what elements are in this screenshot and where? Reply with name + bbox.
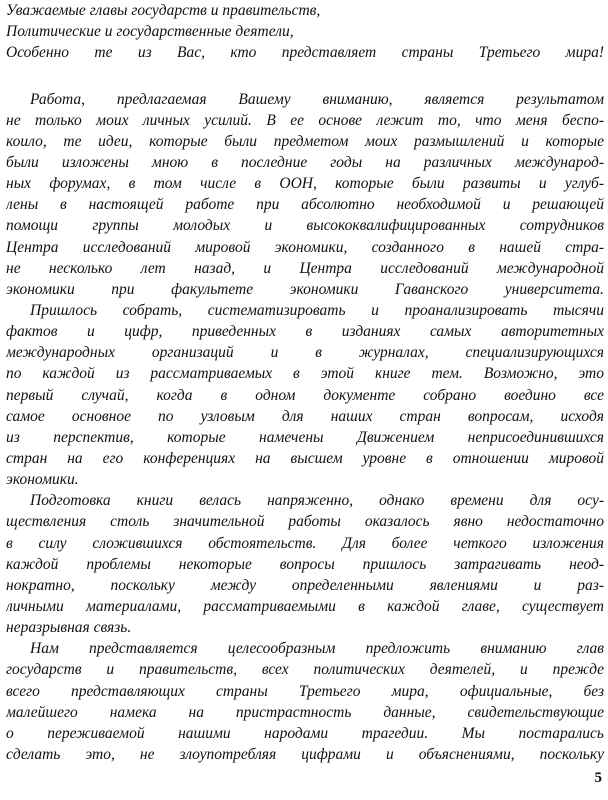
text-line: лены в настоящей работе при абсолютно необходимой и решающей (6, 196, 604, 214)
text-line: по каждой из рассматриваемых в этой книге тем. Возможно, это (6, 365, 604, 383)
text-line: в силу сложившихся обстоятельств. Для более четкого изложения (6, 534, 604, 552)
salutation (6, 0, 604, 63)
paragraph-4 (6, 638, 604, 765)
text-line: фактов и цифр, приведенных в изданиях самых авторитетных (6, 323, 604, 341)
text-line: каждой проблемы некоторые вопросы пришлось затрагивать неод- (6, 555, 604, 573)
text-line: самое основное по узловым для наших стран вопросам, исходя (6, 407, 604, 425)
text-line: помощи группы молодых и высококвалифицированных сотрудников (6, 217, 604, 235)
text-line: государств и правительств, всех политических деятелей, и прежде (6, 661, 604, 679)
salutation-line: Особенно те из Вас, кто представляет страны Третьего мира! (6, 44, 604, 62)
text-line: Подготовка книги велась напряженно, однако времени для осу- (30, 492, 604, 510)
text-line: сделать это, не злоупотребляя цифрами и объяснениями, поскольку (6, 745, 604, 763)
text-line: малейшего намека на пристрастность данные, свидетельствующие (6, 703, 604, 721)
text-line: из перспектив, которые намечены Движением неприсоединившихся (6, 428, 604, 446)
text-line: неразрывная связь. (6, 619, 132, 637)
text-line: ных форумах, в том числе в ООН, которые были развиты и углуб- (6, 175, 604, 193)
text-line: о переживаемой нашими народами трагедии. Мы постарались (6, 724, 604, 742)
text-line: Пришлось собрать, систематизировать и проанализировать тысячи (30, 301, 604, 319)
paragraph-2 (6, 300, 604, 490)
text-line: не только моих личных усилий. В ее основе лежит то, что меня беспо- (6, 111, 604, 129)
paragraph-1 (6, 89, 604, 300)
text-line: Центра исследований мировой экономики, созданного в нашей стра- (6, 238, 604, 256)
text-line: экономики. (6, 471, 79, 489)
text-line: первый случай, когда в одном документе собрано воедино все (6, 386, 604, 404)
text-line: ществления столь значительной работы оказалось явно недостаточно (6, 513, 604, 531)
text-line: были изложены мною в последние годы на различных международ- (6, 153, 604, 171)
paragraph-3 (6, 490, 604, 638)
page-content (6, 0, 604, 765)
text-line: не несколько лет назад, и Центра исследований международной (6, 259, 604, 277)
text-line: Нам представляется целесообразным предложить вниманию глав (30, 640, 604, 658)
text-line: всего представляющих страны Третьего мира, официальные, без (6, 682, 604, 700)
text-line: коило, те идеи, которые были предметом моих размышлений и которые (6, 132, 604, 150)
text-line: Работа, предлагаемая Вашему вниманию, является результатом (30, 90, 604, 108)
text-line: стран на его конференциях на высшем уровне в отношении мировой (6, 449, 604, 467)
text-line: нократно, поскольку между определенными явлениями и раз- (6, 576, 604, 594)
salutation-line: Уважаемые главы государств и правительств, (6, 2, 321, 19)
text-line: международных организаций и в журналах, специализирующихся (6, 344, 604, 362)
text-line: личными материалами, рассматриваемыми в каждой главе, существует (6, 597, 604, 615)
salutation-line: Политические и государственные деятели, (6, 23, 294, 41)
page-number: 5 (594, 770, 602, 786)
text-line: экономики при факультете экономики Гаванского университета. (6, 280, 604, 298)
